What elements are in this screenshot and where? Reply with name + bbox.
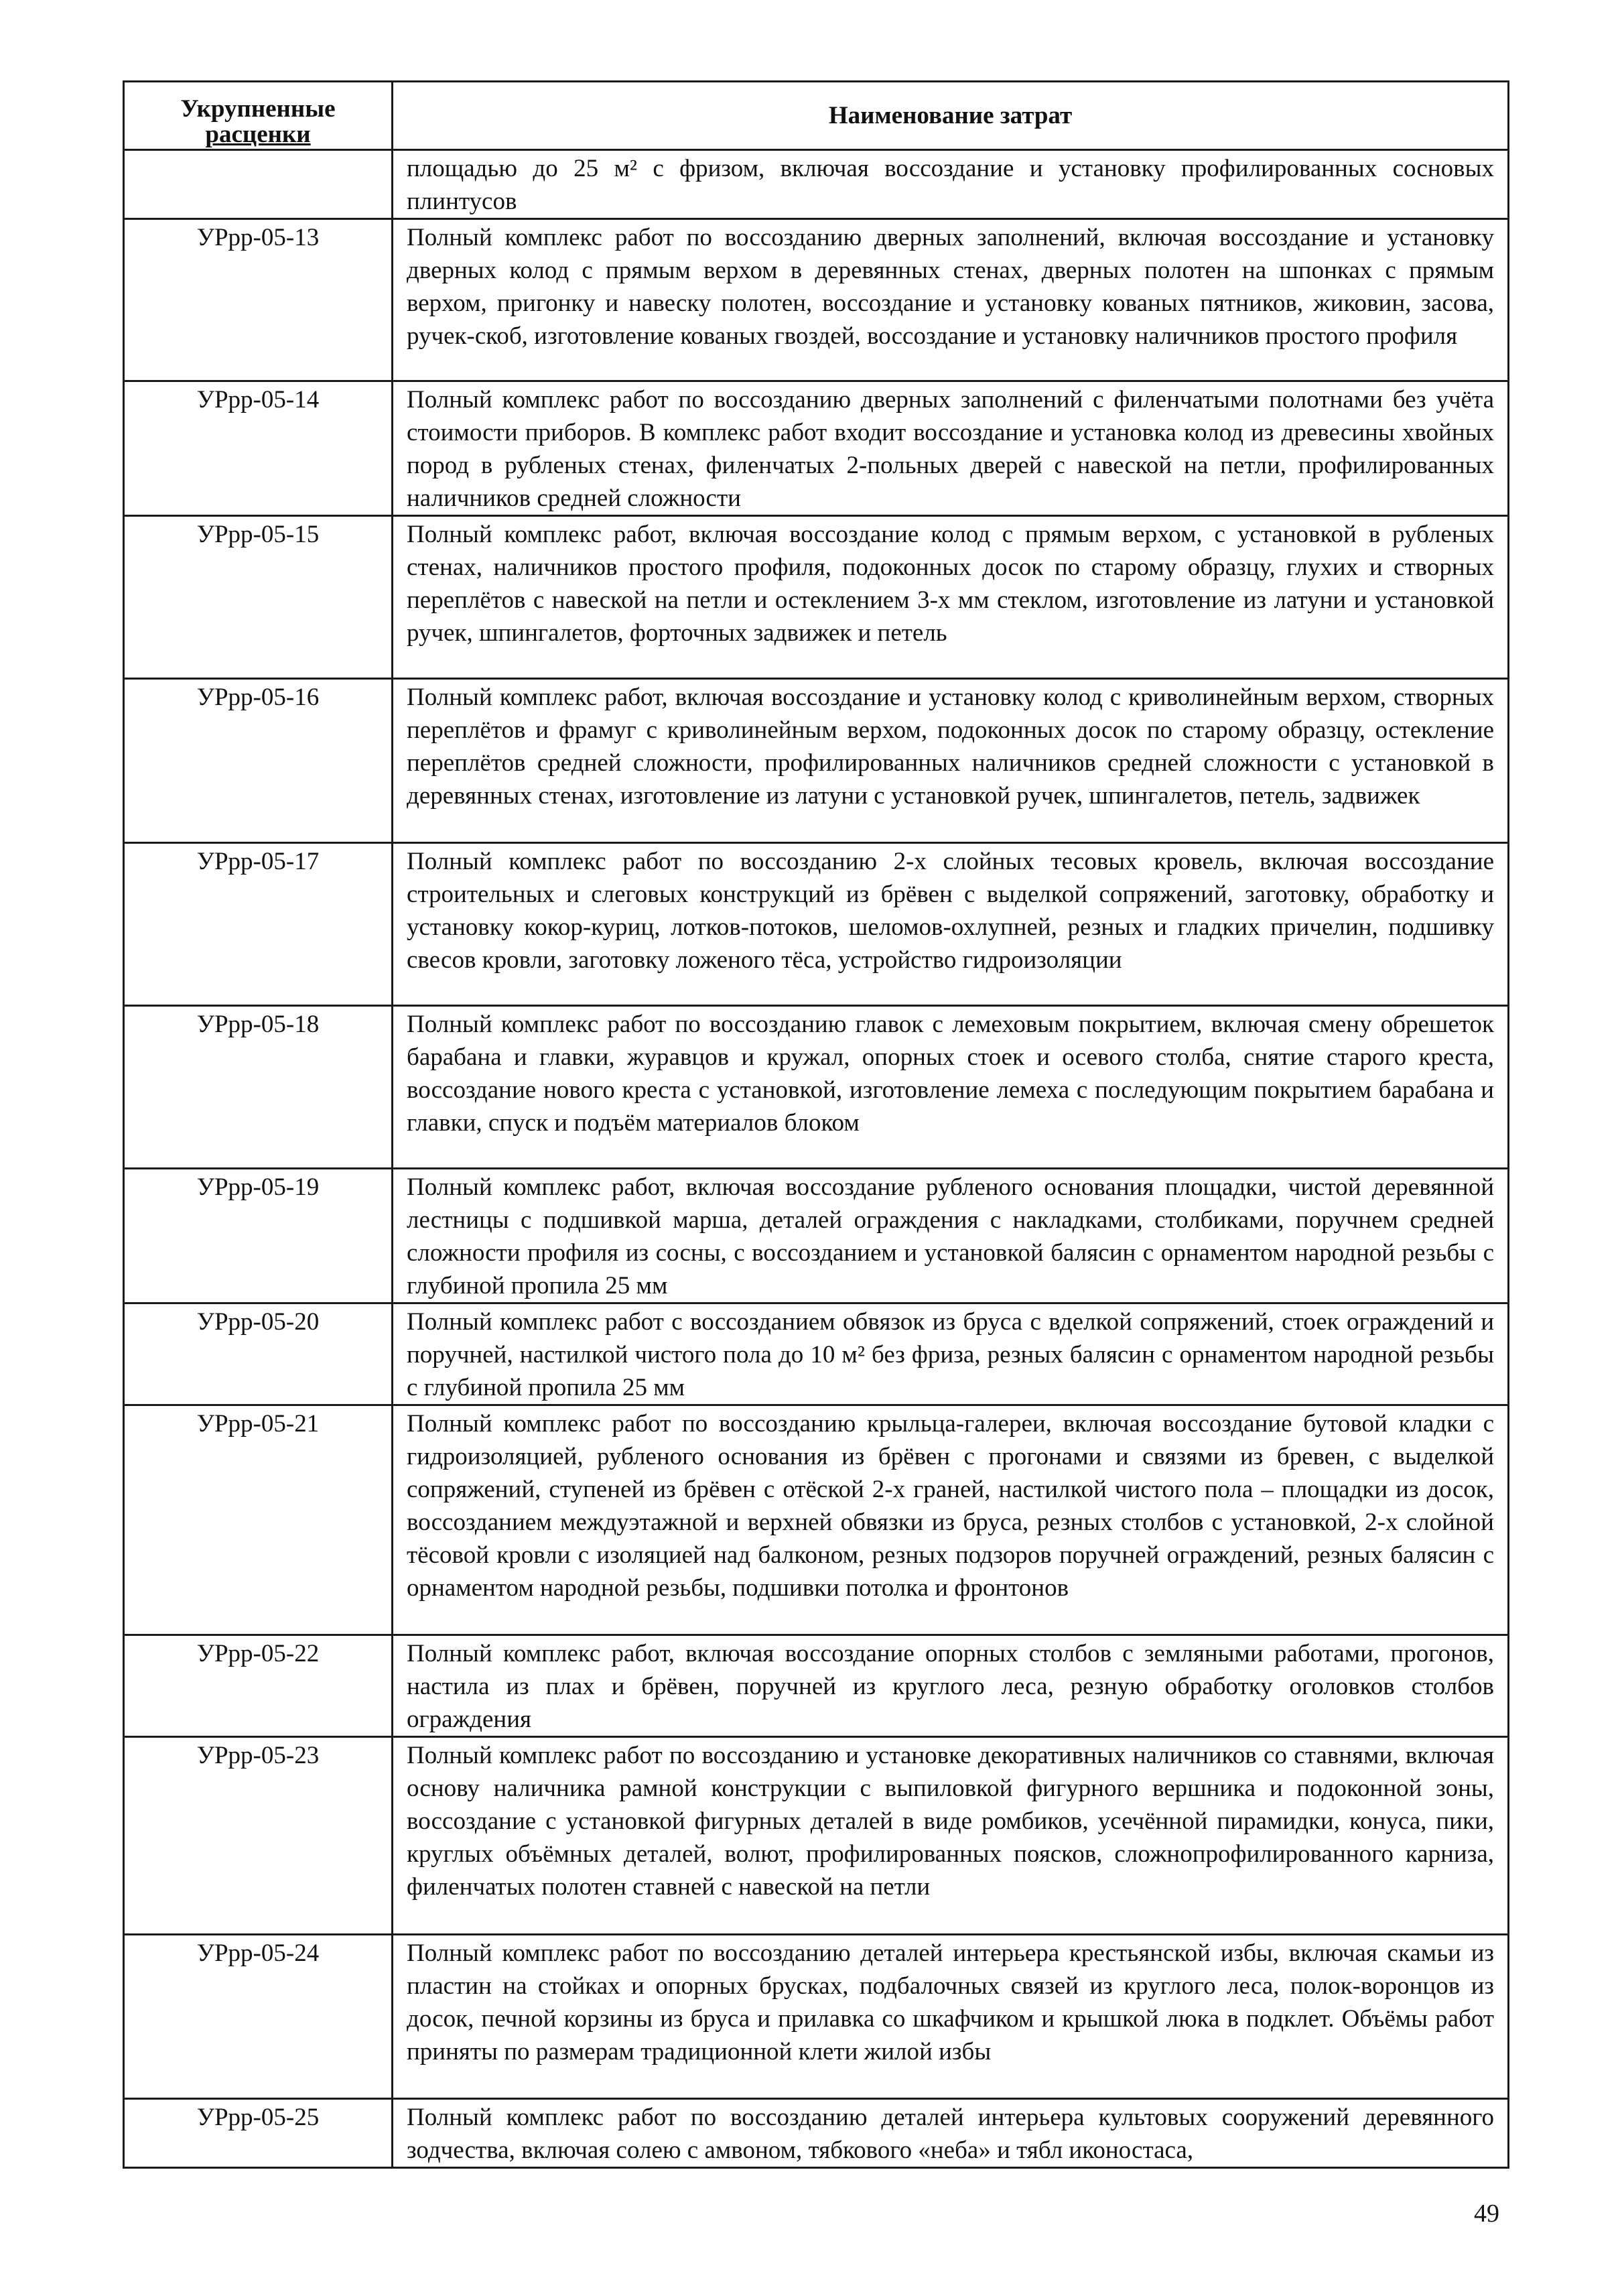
table-row (124, 1635, 1509, 1737)
header-enlarged-rates-line2: расценки (205, 121, 311, 148)
header-enlarged-rates-line1: Укрупненные (180, 95, 336, 123)
row-code: УРрр-05-19 (124, 1169, 393, 1303)
header-cost-name: Наименование затрат (393, 82, 1509, 150)
row-code: УРрр-05-25 (124, 2099, 393, 2168)
row-code: УРрр-05-18 (124, 1006, 393, 1169)
row-description: Полный комплекс работ по воссозданию деталей интерьера культовых сооружений деревянного зодчества, включая солею с амвоном, тябкового «неба» и тябл иконостаса, (393, 2099, 1509, 2168)
table-row (124, 843, 1509, 1006)
table-row (124, 381, 1509, 516)
row-code: УРрр-05-14 (124, 381, 393, 516)
row-description: Полный комплекс работ, включая воссоздание и установку колод с криволинейным верхом, створных переплётов и фрамуг с криволинейным верхом, подоконных досок по старому образцу, остекление переплётов средней сложности, профилированных наличников средней сложности с установкой в деревянных стенах, изготовление из латуни с установкой ручек, шпингалетов, петель, задвижек (393, 679, 1509, 843)
row-description: Полный комплекс работ, включая воссоздание колод с прямым верхом, с установкой в рубленых стенах, наличников простого профиля, подоконных досок по старому образцу, глухих и створных переплётов с навеской на петли и остеклением 3-х мм стеклом, изготовление из латуни и установкой ручек, шпингалетов, форточных задвижек и петель (393, 516, 1509, 679)
row-code: УРрр-05-23 (124, 1737, 393, 1935)
row-code: УРрр-05-13 (124, 219, 393, 381)
row-description: Полный комплекс работ по воссозданию и установке декоративных наличников со ставнями, включая основу наличника рамной конструкции с выпиловкой фигурного вершника и подоконной зоны, воссоздание с установкой фигурных деталей в виде ромбиков, усечённой пирамидки, конуса, пики, круглых объёмных деталей, волют, профилированных поясков, сложнопрофилированного карниза, филенчатых полотен ставней с навеской на петли (393, 1737, 1509, 1935)
price-table (123, 80, 1509, 2169)
table-row (124, 150, 1509, 219)
table-row (124, 679, 1509, 843)
table-row (124, 1006, 1509, 1169)
row-description: Полный комплекс работ по воссозданию деталей интерьера крестьянской избы, включая скамьи из пластин на стойках и опорных брусках, подбалочных связей из круглого леса, полок-воронцов из досок, печной корзины из бруса и прилавка со шкафчиком и крышкой люка в подклет. Объёмы работ приняты по размерам традиционной клети жилой избы (393, 1935, 1509, 2099)
row-description: Полный комплекс работ, включая воссоздание рубленого основания площадки, чистой деревянной лестницы с подшивкой марша, деталей ограждения с накладками, столбиками, поручнем средней сложности профиля из сосны, с воссозданием и установкой балясин с орнаментом народной резьбы с глубиной пропила 25 мм (393, 1169, 1509, 1303)
row-code: УРрр-05-21 (124, 1405, 393, 1635)
page-number: 49 (1474, 2199, 1499, 2228)
row-code: УРрр-05-20 (124, 1303, 393, 1405)
table-row (124, 2099, 1509, 2168)
row-description: Полный комплекс работ, включая воссоздание опорных столбов с земляными работами, прогонов, настила из плах и брёвен, поручней из круглого леса, резную обработку оголовков столбов ограждения (393, 1635, 1509, 1737)
table-row (124, 516, 1509, 679)
table-row (124, 1303, 1509, 1405)
table-header-row (124, 82, 1509, 150)
header-enlarged-rates (124, 82, 393, 150)
row-description: площадью до 25 м² с фризом, включая воссоздание и установку профилированных сосновых плинтусов (393, 150, 1509, 219)
row-description: Полный комплекс работ с воссозданием обвязок из бруса с вделкой сопряжений, стоек ограждений и поручней, настилкой чистого пола до 10 м² без фриза, резных балясин с орнаментом народной резьбы с глубиной пропила 25 мм (393, 1303, 1509, 1405)
row-description: Полный комплекс работ по воссозданию дверных заполнений с филенчатыми полотнами без учёта стоимости приборов. В комплекс работ входит воссоздание и установка колод из древесины хвойных пород в рубленых стенах, филенчатых 2-польных дверей с навеской на петли, профилированных наличников средней сложности (393, 381, 1509, 516)
table-row (124, 1169, 1509, 1303)
row-code: УРрр-05-24 (124, 1935, 393, 2099)
row-code: УРрр-05-22 (124, 1635, 393, 1737)
table-row (124, 1935, 1509, 2099)
row-description: Полный комплекс работ по воссозданию дверных заполнений, включая воссоздание и установку дверных колод с прямым верхом в деревянных стенах, дверных полотен на шпонках с прямым верхом, пригонку и навеску полотен, воссоздание и установку кованых пятников, жиковин, засова, ручек-скоб, изготовление кованых гвоздей, воссоздание и установку наличников простого профиля (393, 219, 1509, 381)
row-code: УРрр-05-15 (124, 516, 393, 679)
table-row (124, 1737, 1509, 1935)
table-row (124, 219, 1509, 381)
row-description: Полный комплекс работ по воссозданию 2-х слойных тесовых кровель, включая воссоздание строительных и слеговых конструкций из брёвен с выделкой сопряжений, заготовку, обработку и установку кокор-куриц, лотков-потоков, шеломов-охлупней, резных и гладких причелин, подшивку свесов кровли, заготовку ложеного тёса, устройство гидроизоляции (393, 843, 1509, 1006)
table-body (124, 150, 1509, 2168)
row-code: УРрр-05-16 (124, 679, 393, 843)
row-code: УРрр-05-17 (124, 843, 393, 1006)
row-description: Полный комплекс работ по воссозданию крыльца-галереи, включая воссоздание бутовой кладки с гидроизоляцией, рубленого основания из брёвен с прогонами и связями из бревен, с выделкой сопряжений, ступеней из брёвен с отёской 2-х граней, настилкой чистого пола – площадки из досок, воссозданием междуэтажной и верхней обвязки из бруса, резных столбов с установкой, 2-х слойной тёсовой кровли с изоляцией над балконом, резных подзоров поручней ограждений, резных балясин с орнаментом народной резьбы, подшивки потолка и фронтонов (393, 1405, 1509, 1635)
table-row (124, 1405, 1509, 1635)
row-code (124, 150, 393, 219)
row-description: Полный комплекс работ по воссозданию главок с лемеховым покрытием, включая смену обрешеток барабана и главки, журавцов и кружал, опорных стоек и осевого столба, снятие старого креста, воссоздание нового креста с установкой, изготовление лемеха с последующим покрытием барабана и главки, спуск и подъём материалов блоком (393, 1006, 1509, 1169)
